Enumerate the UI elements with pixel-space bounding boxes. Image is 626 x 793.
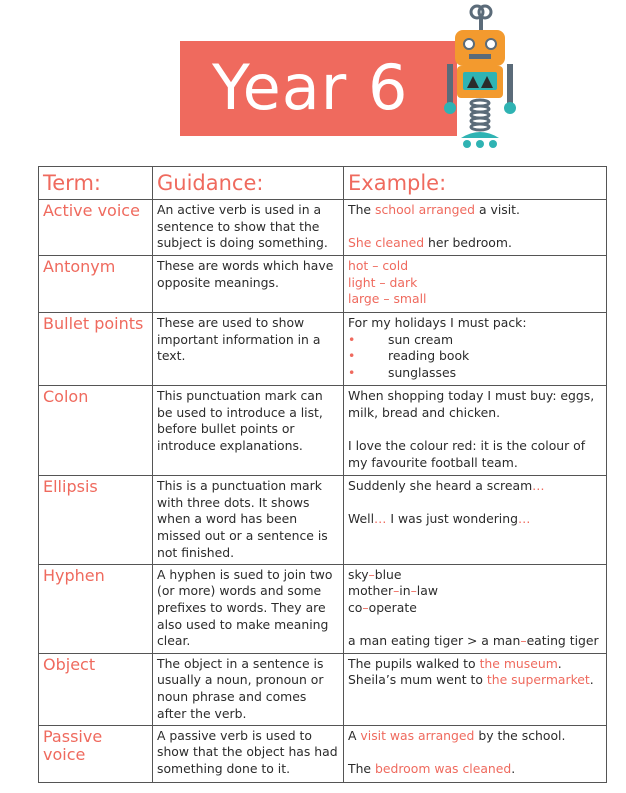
table-row [39,725,607,782]
term-cell: Passive voice [39,725,153,782]
column-header-example: Example: [344,167,607,200]
table-row [39,476,607,565]
table-header-row [39,167,607,200]
table-row [39,313,607,386]
table-row [39,256,607,313]
guidance-cell: The object in a sentence is usually a noun, pronoun or noun phrase and comes after the verb. [153,653,344,725]
example-cell: Suddenly she heard a scream… Well… I was just wondering… [344,476,607,565]
example-cell: The school arranged a visit. She cleaned her bedroom. [344,200,607,256]
example-cell: For my holidays I must pack: • sun cream • reading book • sunglasses [344,313,607,386]
bullet-list-item: • sun cream [348,331,454,347]
guidance-cell: This is a punctuation mark with three dots. It shows when a word has been missed out or a sentence is not finished. [153,476,344,565]
bullet-list-item: • sunglasses [348,365,457,381]
term-cell: Active voice [39,200,153,256]
column-header-term: Term: [39,167,153,200]
bullet-list-item: • reading book [348,348,470,364]
guidance-cell: These are words which have opposite meanings. [153,256,344,313]
term-cell: Object [39,653,153,725]
column-header-guidance: Guidance: [153,167,344,200]
example-cell: When shopping today I must buy: eggs, milk, bread and chicken. I love the colour red: it is the colour of my favourite football team. [344,386,607,476]
table-row [39,386,607,476]
guidance-cell: A hyphen is sued to join two (or more) words and some prefixes to words. They are also used to make meaning clear. [153,564,344,653]
guidance-cell: A passive verb is used to show that the object has had something done to it. [153,725,344,782]
term-cell: Ellipsis [39,476,153,565]
guidance-cell: These are used to show important information in a text. [153,313,344,386]
table-row [39,200,607,256]
page-title: Year 6 [212,51,409,124]
example-cell: The pupils walked to the museum. Sheila’s mum went to the supermarket. [344,653,607,725]
guidance-cell: This punctuation mark can be used to introduce a list, before bullet points or introduce explanations. [153,386,344,476]
table-row [39,653,607,725]
term-cell: Bullet points [39,313,153,386]
example-cell: A visit was arranged by the school. The bedroom was cleaned. [344,725,607,782]
term-cell: Hyphen [39,564,153,653]
glossary-table [38,166,607,783]
table-row [39,564,607,653]
term-cell: Colon [39,386,153,476]
term-cell: Antonym [39,256,153,313]
example-cell: hot – cold light – dark large – small [344,256,607,313]
example-cell: sky–blue mother–in–law co–operate a man eating tiger > a man–eating tiger [344,564,607,653]
robot-illustration [425,2,530,150]
guidance-cell: An active verb is used in a sentence to show that the subject is doing something. [153,200,344,256]
